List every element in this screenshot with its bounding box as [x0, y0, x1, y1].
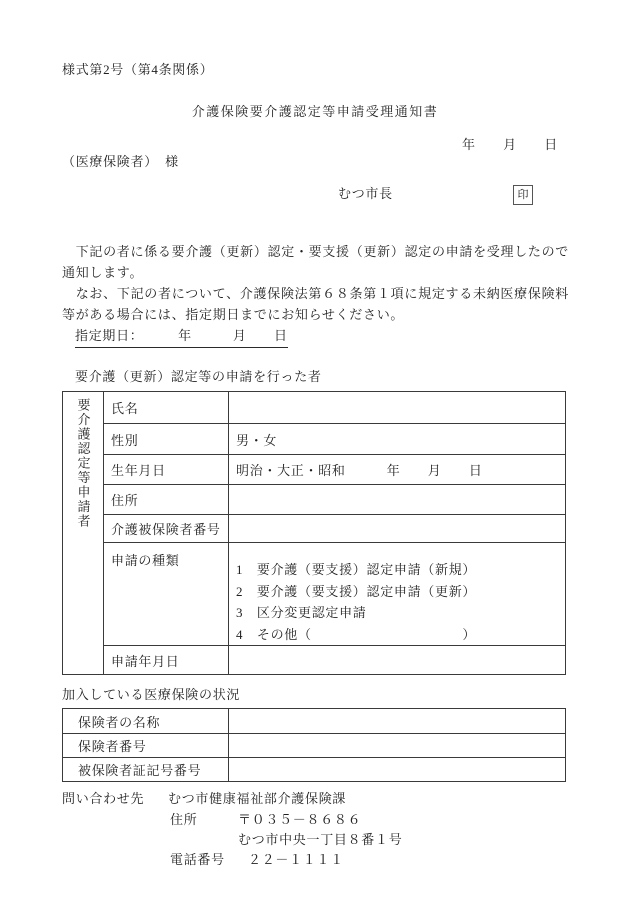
row-label-address: 住所	[104, 485, 229, 515]
table-row	[63, 424, 566, 455]
table-row	[63, 734, 566, 758]
notice-body	[62, 241, 569, 325]
application-type-option-3: 3 区分変更認定申請	[236, 605, 367, 620]
form-number: 様式第2号（第4条関係）	[62, 62, 214, 77]
contact-address-line: むつ市中央一丁目８番１号	[238, 832, 403, 847]
contact-office: むつ市健康福祉部介護保険課	[168, 791, 347, 806]
row-value-certificate-number	[229, 758, 566, 782]
table-row	[63, 455, 566, 485]
row-label-application-date: 申請年月日	[104, 646, 229, 675]
row-value-sex: 男・女	[229, 424, 566, 455]
contact-label: 問い合わせ先	[62, 791, 145, 806]
row-value-name	[229, 392, 566, 424]
row-label-insurer-name: 保険者の名称	[63, 709, 229, 734]
seal-character: 印	[517, 188, 529, 201]
official-seal-icon	[513, 185, 533, 205]
applicant-section-heading: 要介護（更新）認定等の申請を行った者	[75, 369, 322, 384]
insurance-table	[62, 708, 566, 782]
application-type-option-2: 2 要介護（要支援）認定申請（更新）	[236, 583, 477, 599]
row-value-application-date	[229, 646, 566, 675]
addressee-line: （医療保険者） 様	[62, 154, 179, 169]
row-value-birthdate: 明治・大正・昭和 年 月 日	[229, 455, 566, 485]
mayor-name: むつ市長	[338, 186, 393, 201]
contact-phone-number: ２２－１１１１	[248, 852, 344, 867]
applicant-side-header-cell	[63, 392, 104, 675]
row-value-address	[229, 485, 566, 515]
notice-paragraph-1: 下記の者に係る要介護（更新）認定・要支援（更新）認定の申請を受理したので通知します。	[62, 244, 569, 280]
contact-phone-label: 電話番号	[170, 852, 225, 867]
table-row	[63, 392, 566, 424]
applicant-side-header: 要介護認定等申請者	[75, 398, 91, 529]
table-row	[63, 758, 566, 782]
document-title: 介護保険要介護認定等申請受理通知書	[191, 104, 439, 119]
row-value-application-type	[229, 543, 566, 646]
row-value-insurer-name	[229, 709, 566, 734]
row-label-name: 氏名	[104, 392, 229, 424]
designated-date-row	[75, 325, 288, 348]
row-label-insured-number: 介護被保険者番号	[104, 515, 229, 543]
table-row	[63, 646, 566, 675]
designated-date-line: 指定期日： 年 月 日	[75, 325, 288, 348]
row-label-certificate-number: 被保険者証記号番号	[63, 758, 229, 782]
row-value-insured-number	[229, 515, 566, 543]
table-row	[63, 543, 566, 646]
issue-date-line: 年 月 日	[462, 137, 558, 152]
insurance-section-heading: 加入している医療保険の状況	[62, 687, 241, 702]
row-value-insurer-number	[229, 734, 566, 758]
notice-paragraph-2: なお、下記の者について、介護保険法第６８条第１項に規定する未納医療保険料等がある場合には、指定期日までにお知らせください。	[62, 286, 569, 322]
row-label-insurer-number: 保険者番号	[63, 734, 229, 758]
contact-postal-code: 〒０３５－８６８６	[238, 812, 362, 827]
contact-address-label: 住所	[170, 812, 198, 827]
table-row	[63, 515, 566, 543]
applicant-table	[62, 391, 566, 675]
row-label-sex: 性別	[104, 424, 229, 455]
row-label-application-type: 申請の種類	[104, 543, 229, 646]
table-row	[63, 709, 566, 734]
row-label-birthdate: 生年月日	[104, 455, 229, 485]
table-row	[63, 485, 566, 515]
application-type-option-1: 1 要介護（要支援）認定申請（新規）	[236, 562, 477, 577]
application-type-option-4: 4 その他（ ）	[236, 626, 477, 642]
